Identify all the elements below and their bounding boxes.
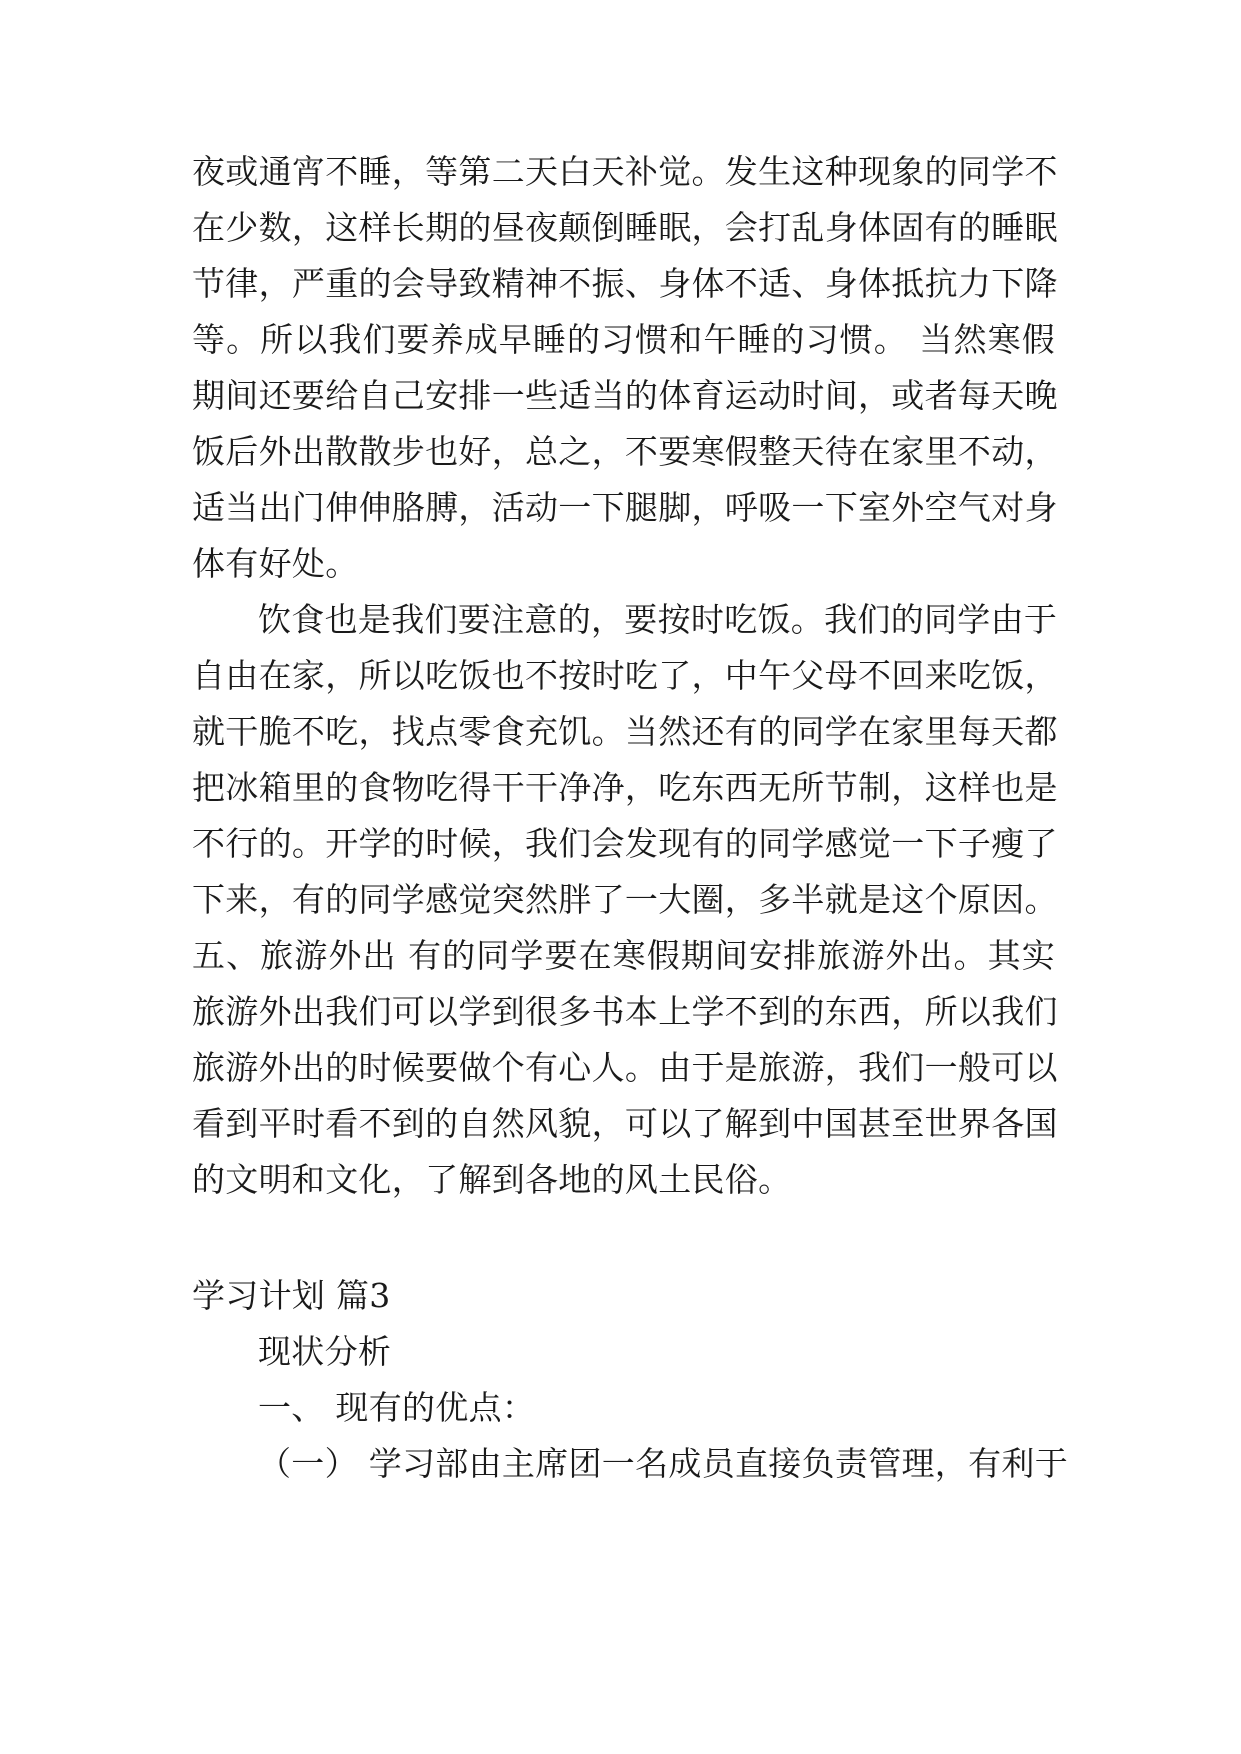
paragraph-1-line-2: 在少数，这样长期的昼夜颠倒睡眠，会打乱身体固有的睡眠 xyxy=(192,208,1058,247)
paragraph-1-line-4: 等。所以我们要养成早睡的习惯和午睡的习惯。 当然寒假 xyxy=(192,320,1055,359)
paragraph-2-line-1: 饮食也是我们要注意的，要按时吃饭。我们的同学由于 xyxy=(258,600,1058,639)
paragraph-1-line-5: 期间还要给自己安排一些适当的体育运动时间，或者每天晚 xyxy=(192,376,1058,415)
section-heading: 学习计划 篇3 xyxy=(192,1276,391,1315)
paragraph-2-line-3: 就干脆不吃，找点零食充饥。当然还有的同学在家里每天都 xyxy=(192,712,1058,751)
paragraph-2-line-11: 的文明和文化，了解到各地的风土民俗。 xyxy=(192,1160,792,1199)
section-subheading: 现状分析 xyxy=(258,1332,392,1371)
paragraph-2-line-9: 旅游外出的时候要做个有心人。由于是旅游，我们一般可以 xyxy=(192,1048,1058,1087)
paragraph-1-line-7: 适当出门伸伸胳膊，活动一下腿脚，呼吸一下室外空气对身 xyxy=(192,488,1058,527)
section-subpoint-1: （一） 学习部由主席团一名成员直接负责管理，有利于 xyxy=(258,1444,1068,1483)
paragraph-1-line-1: 夜或通宵不睡，等第二天白天补觉。发生这种现象的同学不 xyxy=(192,152,1058,191)
section-point-1: 一、 现有的优点： xyxy=(258,1388,536,1427)
paragraph-2-line-4: 把冰箱里的食物吃得干干净净，吃东西无所节制，这样也是 xyxy=(192,768,1058,807)
paragraph-2-line-2: 自由在家，所以吃饭也不按时吃了，中午父母不回来吃饭， xyxy=(192,656,1058,695)
paragraph-2-line-7: 五、旅游外出 有的同学要在寒假期间安排旅游外出。其实 xyxy=(192,936,1055,975)
paragraph-2-line-5: 不行的。开学的时候，我们会发现有的同学感觉一下子瘦了 xyxy=(192,824,1058,863)
paragraph-1-line-3: 节律，严重的会导致精神不振、身体不适、身体抵抗力下降 xyxy=(192,264,1058,303)
paragraph-2-line-8: 旅游外出我们可以学到很多书本上学不到的东西，所以我们 xyxy=(192,992,1058,1031)
paragraph-2-line-10: 看到平时看不到的自然风貌，可以了解到中国甚至世界各国 xyxy=(192,1104,1058,1143)
paragraph-2-line-6: 下来，有的同学感觉突然胖了一大圈，多半就是这个原因。 xyxy=(192,880,1058,919)
paragraph-1-line-6: 饭后外出散散步也好，总之，不要寒假整天待在家里不动， xyxy=(192,432,1058,471)
paragraph-1-line-8: 体有好处。 xyxy=(192,544,359,583)
